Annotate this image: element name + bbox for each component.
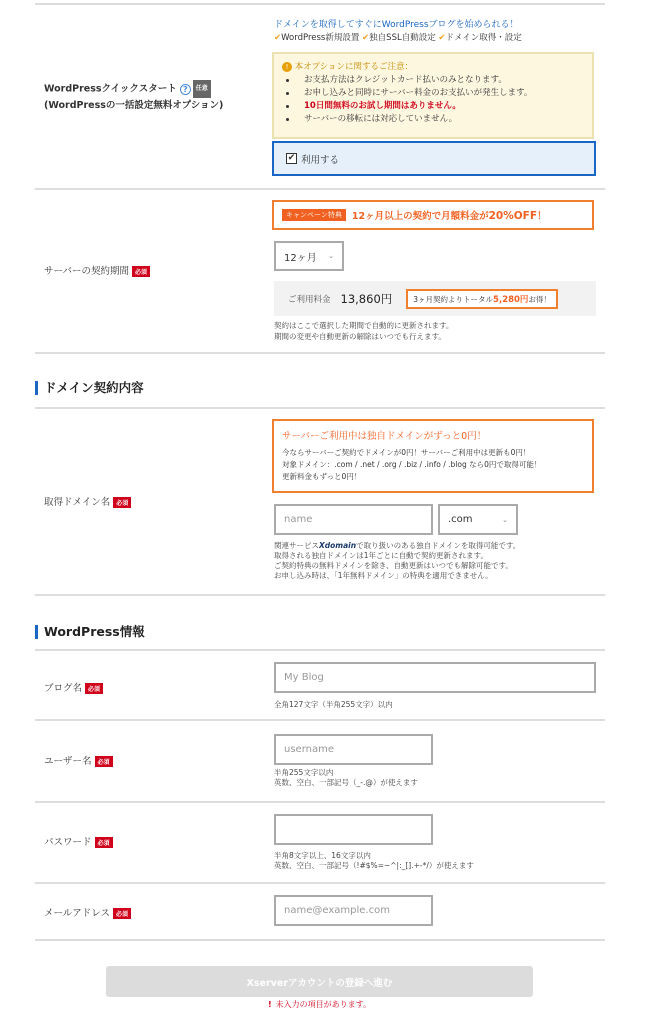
email-input[interactable]: name@example.com: [274, 895, 433, 926]
username-input[interactable]: username: [274, 734, 433, 765]
fee-value: 13,860円: [340, 291, 393, 306]
quickstart-notice: ! 本オプションに関するご注意： お支払方法はクレジットカード払いのみとなります。 お申し込みと同時にサーバー料金のお支払いが発生します。 10日間無料のお試し期間はありません。 サーバーの移転には対応していません。: [272, 52, 594, 139]
domain-section-title: ドメイン契約内容: [35, 381, 144, 395]
notice-item: お申し込みと同時にサーバー料金のお支払いが発生します。: [282, 87, 584, 100]
blog-name-note: 全角127文字（半角255文字）以内: [274, 700, 393, 709]
optional-badge: 任意: [193, 80, 211, 98]
required-badge: 必須: [85, 683, 103, 694]
contract-period-select[interactable]: 12ヶ月 ⌄: [274, 241, 344, 271]
username-note: 半角255文字以内 英数、空白、一部記号（_-.@）が使えます: [274, 768, 418, 787]
submit-error: ! 未入力の項目があります。: [268, 1000, 372, 1009]
domain-note: 関連サービスXdomainで取り扱いのある独自ドメインを取得可能です。 取得される独自ドメインは1年ごとに自動で契約更新されます。 ご契約特典の無料ドメインを除き、自動更新はいつでも解除可能です。 お申し込み時は、「1年無料ドメイン」の特典を適用できません。: [274, 541, 521, 580]
password-note: 半角8文字以上、16文字以内 英数、空白、一部記号（!#$%=~^|:_[].+-*/）が使えます: [274, 851, 474, 870]
chevron-down-icon: ⌄: [502, 515, 508, 524]
divider: [35, 188, 605, 190]
divider: [35, 882, 605, 884]
divider: [35, 407, 605, 409]
fee-label: ご利用料金: [288, 294, 331, 305]
help-icon[interactable]: ?: [180, 84, 191, 95]
blog-name-label: ブログ名 必須: [44, 680, 103, 694]
required-badge: 必須: [113, 908, 131, 919]
xdomain-logo[interactable]: Xdomain: [319, 541, 357, 550]
divider: [35, 801, 605, 803]
checkbox-checked-icon[interactable]: ✔: [287, 153, 296, 163]
email-label: メールアドレス 必須: [44, 905, 131, 919]
quickstart-label: WordPressクイックスタート ? 任意 (WordPressの一括設定無料オプション): [44, 80, 223, 114]
notice-item: サーバーの移転には対応していません。: [282, 113, 584, 126]
notice-item: お支払方法はクレジットカード払いのみとなります。: [282, 74, 584, 87]
warning-icon: !: [282, 62, 292, 72]
fee-row: [274, 281, 596, 316]
campaign-tag: キャンペーン特典: [282, 209, 346, 221]
campaign-banner: キャンペーン特典 12ヶ月以上の契約で月額料金が20%OFF！: [272, 200, 594, 230]
submit-button[interactable]: Xserverアカウントの登録へ進む: [106, 966, 533, 997]
check-icon: ✔: [438, 33, 446, 43]
password-label: パスワード 必須: [44, 834, 113, 848]
divider: [35, 594, 605, 596]
saving-badge: 3ヶ月契約よりトータル5,280円お得！: [406, 289, 558, 309]
divider: [35, 649, 605, 651]
divider: [35, 352, 605, 354]
check-icon: ✔: [274, 33, 282, 43]
tld-select[interactable]: .com ⌄: [438, 504, 518, 535]
domain-label: 取得ドメイン名 必須: [44, 494, 131, 508]
divider: [35, 939, 605, 941]
username-label: ユーザー名 必須: [44, 753, 113, 767]
chevron-down-icon: ⌄: [328, 252, 334, 260]
contract-label: サーバーの契約期間 必須: [44, 263, 150, 277]
required-badge: 必須: [132, 266, 150, 277]
divider: [35, 719, 605, 721]
wordpress-section-title: WordPress情報: [35, 625, 145, 639]
domain-free-banner: サーバーご利用中は独自ドメインがずっと0円！ 今ならサーバーご契約でドメインが0円！サーバーご利用中は更新も0円！ 対象ドメイン：.com / .net / .org / .biz / .info / .blog なら0円で取得可能！ 更新料金もずっと0円！: [272, 419, 594, 493]
domain-name-input[interactable]: name: [274, 504, 433, 535]
contract-note: 契約はここで選択した期間で自動的に更新されます。 期間の変更や自動更新の解除はいつでも行えます。: [274, 321, 454, 341]
notice-list: [282, 74, 584, 126]
quickstart-features: ✔WordPress新規設置 ✔独自SSL自動設定 ✔ドメイン取得・設定: [274, 33, 522, 43]
required-badge: 必須: [113, 497, 131, 508]
password-input[interactable]: [274, 814, 433, 845]
quickstart-promo: ドメインを取得してすぐにWordPressブログを始められる！: [274, 20, 519, 30]
required-badge: 必須: [95, 837, 113, 848]
check-icon: ✔: [362, 33, 370, 43]
divider-top: [35, 3, 605, 5]
notice-item: 10日間無料のお試し期間はありません。: [282, 100, 584, 113]
blog-name-input[interactable]: My Blog: [274, 662, 596, 693]
use-option-checkbox[interactable]: ✔ 利用する: [272, 141, 596, 176]
required-badge: 必須: [95, 756, 113, 767]
error-icon: !: [268, 1000, 272, 1009]
